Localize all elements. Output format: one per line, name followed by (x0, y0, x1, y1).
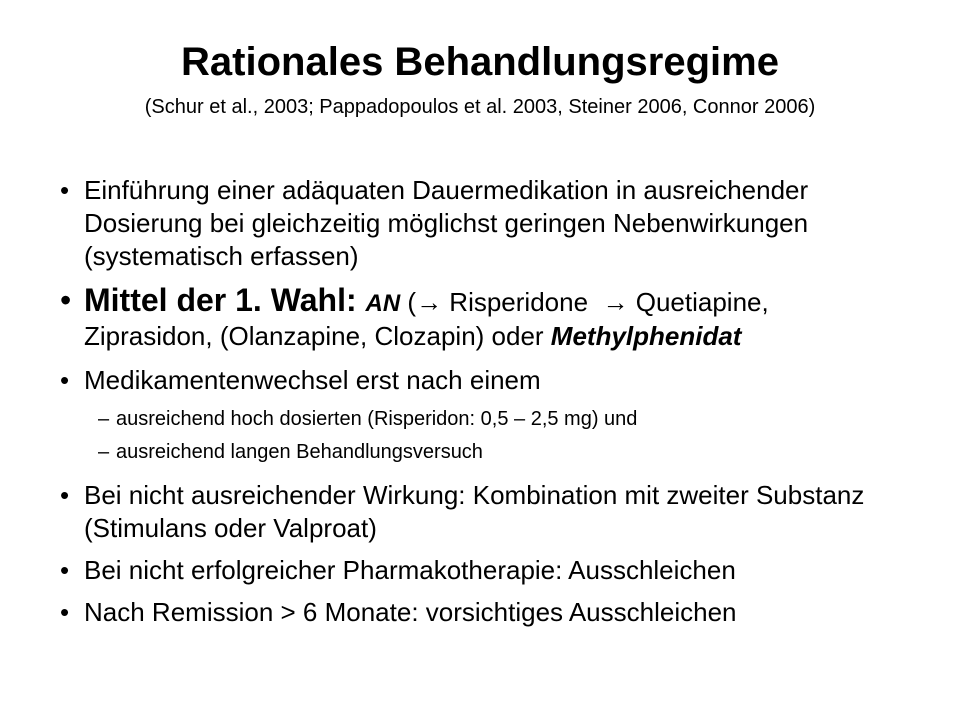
sub-item-behandlungsversuch (98, 439, 918, 465)
bullet-marker: • (60, 282, 72, 318)
bullet-text: Medikamentenwechsel erst nach einem (84, 365, 541, 395)
open-paren: ( (400, 287, 417, 317)
slide-subtitle-references: (Schur et al., 2003; Pappadopoulos et al. 2003, Steiner 2006, Connor 2006) (144, 96, 816, 118)
bullet-marker: • (60, 175, 70, 205)
mittel-line2: Ziprasidon, (Olanzapine, Clozapin) oder (84, 321, 551, 351)
bullet-item-kombination (60, 479, 932, 545)
bullet-item-mittel-der-wahl (60, 282, 932, 353)
bullet-item-medikamentenwechsel (60, 364, 932, 397)
an-label: AN (365, 290, 401, 317)
bullet-item-ausschleichen (60, 554, 932, 587)
bullet-text: Nach Remission > 6 Monate: vorsichtiges Ausschleichen (84, 597, 737, 627)
bullet-text: Bei nicht ausreichender Wirkung: Kombination mit zweiter Substanz (Stimulans oder Valproat) (84, 480, 865, 543)
sub-item-dosierung (98, 406, 918, 432)
sub-item-text: ausreichend hoch dosierten (Risperidon: 0,5 – 2,5 mg) und (116, 408, 638, 430)
dash-marker: – (98, 441, 110, 463)
bullet-marker: • (60, 555, 70, 585)
methylphenidat-text: Methylphenidat (550, 321, 742, 351)
bullet-marker: • (60, 597, 70, 627)
bullet-item-dauermedikation (60, 174, 932, 273)
bullet-marker: • (60, 480, 70, 510)
mittel-lead: Mittel der 1. Wahl: (84, 282, 366, 318)
quetiapine-text: Quetiapine, (628, 287, 769, 317)
risperidone-text: Risperidone (442, 287, 596, 317)
slide-title: Rationales Behandlungsregime (181, 40, 779, 84)
bullet-text: Bei nicht erfolgreicher Pharmakotherapie: Ausschleichen (84, 555, 736, 585)
bullet-item-remission (60, 596, 932, 629)
sub-item-text: ausreichend langen Behandlungsversuch (116, 441, 483, 463)
bullet-text (84, 284, 932, 353)
bullet-text: Einführung einer adäquaten Dauermedikation in ausreichender Dosierung bei gleichzeitig möglichst geringen Nebenwirkungen (systematisch erfassen) (84, 175, 809, 271)
bullet-marker: • (60, 365, 70, 395)
dash-marker: – (98, 408, 110, 430)
right-arrow-icon: → (416, 287, 443, 317)
right-arrow-icon: → (602, 287, 629, 317)
